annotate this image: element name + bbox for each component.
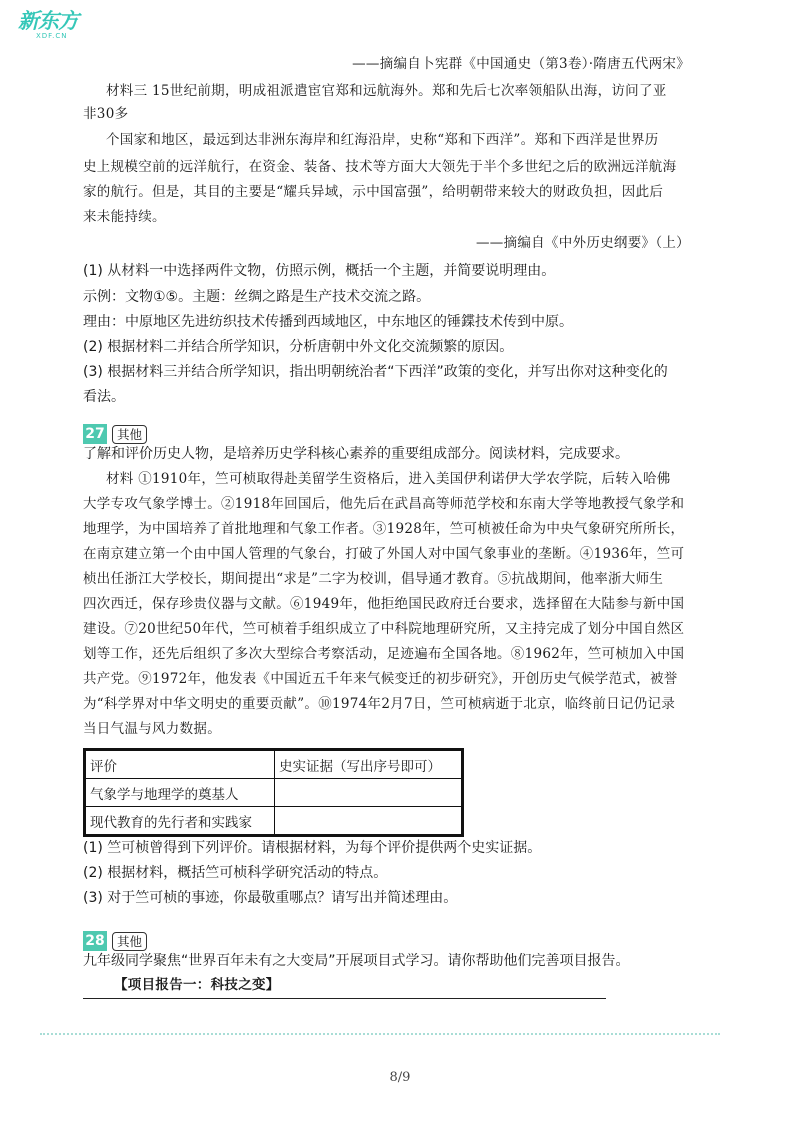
table-cell-evidence[interactable] bbox=[275, 807, 463, 836]
material-3-line: 家的航行。但是，其目的主要是“耀兵异域，示中国富强”，给明朝带来较大的财政负担，因此后 bbox=[83, 184, 664, 200]
q27-question: (1) 竺可桢曾得到下列评价。请根据材料，为每个评价提供两个史实证据。 bbox=[83, 840, 542, 856]
q27-material-line: 桢出任浙江大学校长，期间提出“求是”二字为校训，倡导通才教育。⑤抗战期间，他率浙大师生 bbox=[83, 571, 664, 587]
q27-question: (3) 对于竺可桢的事迹，你最敬重哪点？请写出并简述理由。 bbox=[83, 890, 458, 906]
table-row bbox=[85, 779, 463, 807]
table-header-cell: 评价 bbox=[85, 750, 275, 779]
q26-question: (3) 根据材料三并结合所学知识，指出明朝统治者“下西洋”政策的变化，并写出你对这种变化的 bbox=[83, 364, 668, 380]
question-number: 27 bbox=[83, 424, 107, 444]
q26-reason: 理由：中原地区先进纺织技术传播到西域地区，中东地区的锤鍱技术传到中原。 bbox=[83, 314, 573, 330]
page-number: 8/9 bbox=[389, 1070, 411, 1085]
q27-question: (2) 根据材料，概括竺可桢科学研究活动的特点。 bbox=[83, 865, 388, 881]
q27-material-line: 大学专攻气象学博士。②1918年回国后，他先后在武昌高等师范学校和东南大学等地教授气象学和 bbox=[83, 496, 685, 512]
q26-question: (1) 从材料一中选择两件文物，仿照示例，概括一个主题，并简要说明理由。 bbox=[83, 263, 556, 279]
material-3-line: 材料三 15世纪前期，明成祖派遣宦官郑和远航海外。郑和先后七次率领船队出海，访问了亚 bbox=[106, 83, 667, 99]
evaluation-table bbox=[83, 748, 464, 837]
q28-report-title: 【项目报告一：科技之变】 bbox=[114, 977, 280, 993]
material-3-line: 非30多 bbox=[83, 106, 129, 122]
material-3-line: 个国家和地区，最远到达非洲东海岸和红海沿岸，史称“郑和下西洋”。郑和下西洋是世界历 bbox=[106, 132, 659, 148]
material-2-source: ——摘编自卜宪群《中国通史（第3卷）·隋唐五代两宋》 bbox=[352, 56, 690, 72]
question-type-tag: 其他 bbox=[112, 425, 147, 444]
q27-material-line: 地理学，为中国培养了首批地理和气象工作者。③1928年，竺可桢被任命为中央气象研究所所长， bbox=[83, 521, 685, 537]
q27-material-line: 四次西迁，保存珍贵仪器与文献。⑥1949年，他拒绝国民政府迁台要求，选择留在大陆参与新中国 bbox=[83, 596, 685, 612]
q27-intro: 了解和评价历史人物，是培养历史学科核心素养的重要组成部分。阅读材料，完成要求。 bbox=[83, 446, 629, 462]
q27-material-line: 共产党。⑨1972年，他发表《中国近五千年来气候变迁的初步研究》，开创历史气候学范式，被誉 bbox=[83, 671, 678, 687]
logo-brand: 新东方 bbox=[18, 9, 78, 33]
question-number: 28 bbox=[83, 931, 107, 951]
q27-material-line: 划等工作，还先后组织了多次大型综合考察活动，足迹遍布全国各地。⑧1962年，竺可桢加入中国 bbox=[83, 646, 685, 662]
table-header-cell: 史实证据（写出序号即可） bbox=[275, 750, 463, 779]
table-cell-evidence[interactable] bbox=[275, 779, 463, 807]
q27-material-line: 在南京建立第一个由中国人管理的气象台，打破了外国人对中国气象事业的垄断。④1936年，竺可 bbox=[83, 546, 685, 562]
xdf-logo bbox=[18, 10, 78, 40]
q27-material-line: 为“科学界对中华文明史的重要贡献”。⑩1974年2月7日，竺可桢病逝于北京，临终前日记仍记录 bbox=[83, 696, 676, 712]
question-type-tag: 其他 bbox=[112, 932, 147, 951]
q26-question: (2) 根据材料二并结合所学知识，分析唐朝中外文化交流频繁的原因。 bbox=[83, 339, 514, 355]
material-3-line: 来未能持续。 bbox=[83, 209, 166, 225]
q26-question-cont: 看法。 bbox=[83, 389, 125, 405]
q27-material-line: 当日气温与风力数据。 bbox=[83, 721, 221, 737]
logo-subtext: XDF.CN bbox=[36, 32, 68, 40]
section-divider bbox=[83, 998, 606, 999]
table-header-row bbox=[85, 750, 463, 779]
question-28-header bbox=[83, 931, 147, 951]
material-3-line: 史上规模空前的远洋航行，在资金、装备、技术等方面大大领先于半个多世纪之后的欧洲远洋航海 bbox=[83, 159, 677, 175]
q27-material-line: 材料 ①1910年，竺可桢取得赴美留学生资格后，进入美国伊利诺伊大学农学院，后转入哈佛 bbox=[106, 471, 671, 487]
q27-material-line: 建设。⑦20世纪50年代，竺可桢着手组织成立了中科院地理研究所，又主持完成了划分中国自然区 bbox=[83, 621, 685, 637]
footer-dotted-divider bbox=[40, 1033, 720, 1035]
q26-example: 示例：文物①⑤。主题：丝绸之路是生产技术交流之路。 bbox=[83, 289, 431, 305]
table-row bbox=[85, 807, 463, 836]
table-cell-evaluation: 气象学与地理学的奠基人 bbox=[85, 779, 275, 807]
table-cell-evaluation: 现代教育的先行者和实践家 bbox=[85, 807, 275, 836]
material-3-source: ——摘编自《中外历史纲要》（上） bbox=[475, 235, 690, 251]
question-27-header bbox=[83, 424, 147, 444]
q28-intro: 九年级同学聚焦“世界百年未有之大变局”开展项目式学习。请你帮助他们完善项目报告。 bbox=[83, 953, 630, 969]
